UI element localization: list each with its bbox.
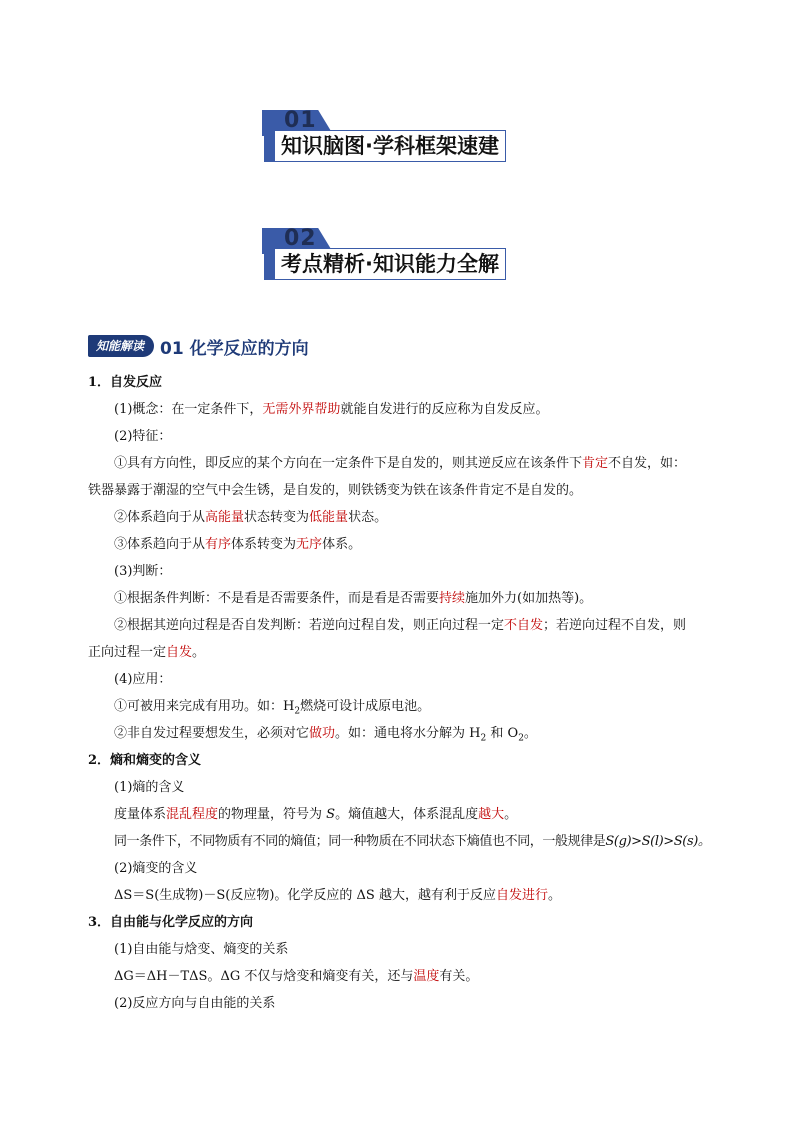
apply-1: ①可被用来完成有用功。如：$H_2$燃烧可设计成原电池。 [114, 699, 431, 717]
banner-bar [264, 248, 274, 280]
banner-bar [264, 130, 274, 162]
judge-label: (3)判断： [114, 564, 172, 579]
entropy-change-label: (2)熵变的含义 [114, 861, 198, 876]
entropy-change-def: ΔS＝S(生成物)－S(反应物)。化学反应的 ΔS 越大，越有利于反应自发进行。 [114, 888, 561, 903]
entropy-def: 度量体系混乱程度的物理量，符号为 S。熵值越大，体系混乱度越大。 [114, 807, 518, 822]
judge-1: ①根据条件判断：不是看是否需要条件，而是看是否需要持续施加外力(如加热等)。 [114, 591, 593, 606]
apply-label: (4)应用： [114, 672, 172, 687]
entropy-label: (1)熵的含义 [114, 780, 185, 795]
free-energy-def: ΔG＝ΔH－TΔS。ΔG 不仅与焓变和熵变有关，还与温度有关。 [114, 969, 479, 984]
section-heading-2: 2．熵和熵变的含义 [88, 753, 202, 768]
banner-title: 考点精析·知识能力全解 [274, 248, 506, 280]
knowledge-tag: 知能解读 [88, 335, 154, 357]
concept-line: (1)概念：在一定条件下，无需外界帮助就能自发进行的反应称为自发反应。 [114, 402, 549, 417]
knowledge-heading [88, 334, 309, 358]
section-heading-1: 1．自发反应 [88, 375, 163, 390]
direction-label: (2)反应方向与自由能的关系 [114, 996, 276, 1011]
feature-1-cont: 铁器暴露于潮湿的空气中会生锈，是自发的，则铁锈变为铁在该条件肯定不是自发的。 [88, 483, 583, 498]
feature-2: ②体系趋向于从高能量状态转变为低能量状态。 [114, 510, 388, 525]
free-energy-label: (1)自由能与焓变、熵变的关系 [114, 942, 289, 957]
entropy-rule: 同一条件下，不同物质有不同的熵值；同一种物质在不同状态下熵值也不同，一般规律是S(g)>S(l)>S(s)。 [114, 834, 711, 849]
feature-1: ①具有方向性，即反应的某个方向在一定条件下是自发的，则其逆反应在该条件下肯定不自发，如： [114, 456, 687, 471]
banner-number: 01 [284, 108, 317, 133]
section-banner-1 [262, 110, 552, 168]
banner-number: 02 [284, 226, 317, 251]
judge-2-cont: 正向过程一定自发。 [88, 645, 206, 660]
apply-2: ②非自发过程要想发生，必须对它做功。如：通电将水分解为 $H_2$ 和 $O_2$。 [114, 726, 537, 744]
section-heading-3: 3．自由能与化学反应的方向 [88, 915, 254, 930]
judge-2: ②根据其逆向过程是否自发判断：若逆向过程自发，则正向过程一定不自发；若逆向过程不自发，则 [114, 618, 687, 633]
features-label: (2)特征： [114, 429, 172, 444]
banner-title: 知识脑图·学科框架速建 [274, 130, 506, 162]
feature-3: ③体系趋向于从有序体系转变为无序体系。 [114, 537, 362, 552]
section-banner-2 [262, 228, 552, 286]
knowledge-title: 01 化学反应的方向 [160, 338, 309, 359]
